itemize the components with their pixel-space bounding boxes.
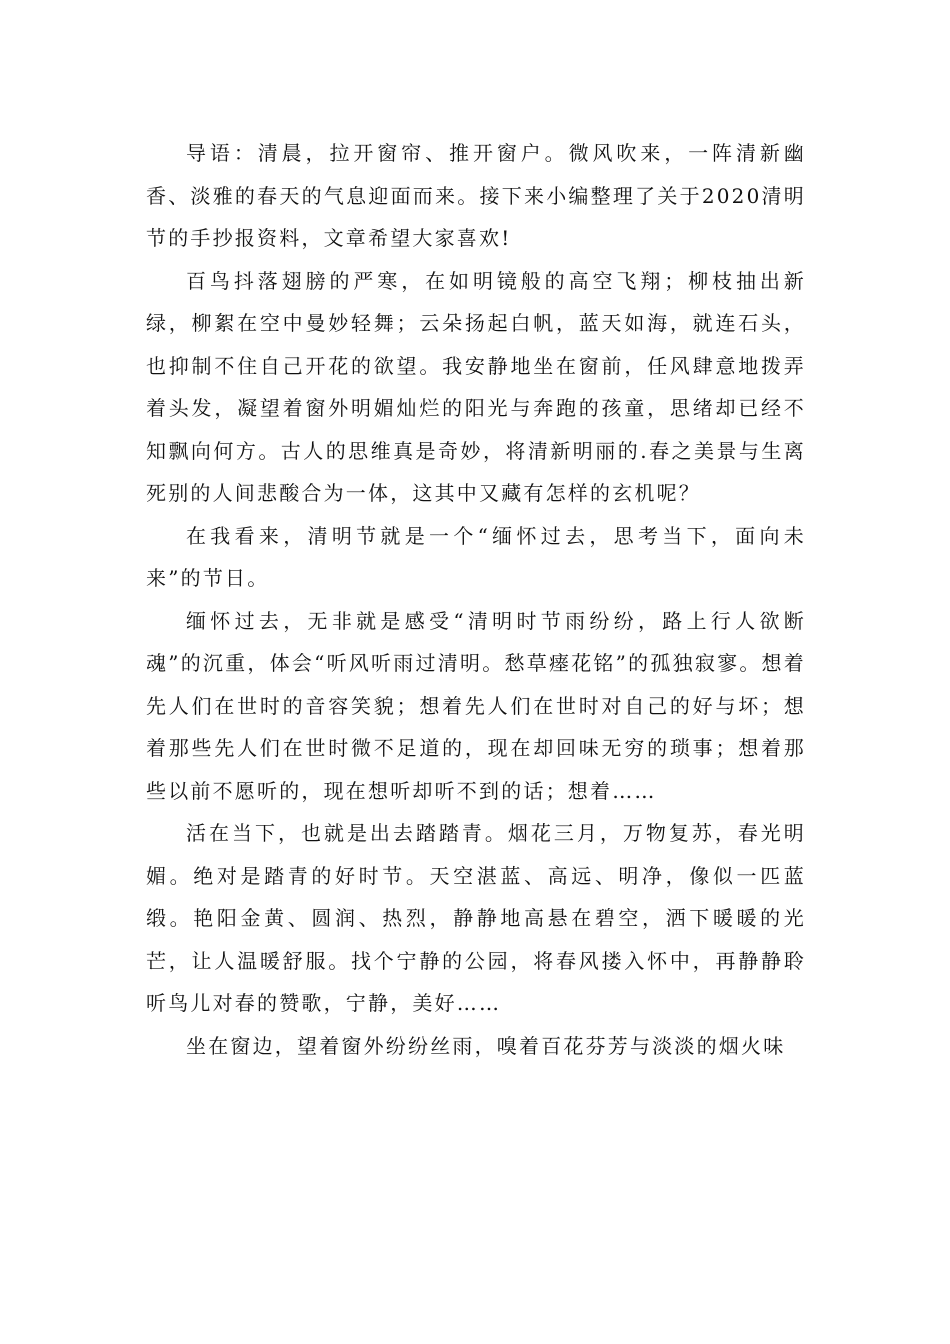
paragraph-living-present: 活在当下，也就是出去踏踏青。烟花三月，万物复苏，春光明媚。绝对是踏青的好时节。天空湛蓝、高远、明净，像似一匹蓝缎。艳阳金黄、圆润、热烈，静静地高悬在碧空，洒下暖暖的光芒，让人温暖舒服。找个宁静的公园，将春风搂入怀中，再静静聆听鸟儿对春的赞歌，宁静，美好…… [146,821,806,1015]
paragraph-by-window: 坐在窗边，望着窗外纷纷丝雨，嗅着百花芬芳与淡淡的烟火味 [186,1033,786,1058]
article-body [146,132,806,1067]
paragraph-intro: 导语：清晨，拉开窗帘、推开窗户。微风吹来，一阵清新幽香、淡雅的春天的气息迎面而来。接下来小编整理了关于2020清明节的手抄报资料，文章希望大家喜欢! [146,141,806,250]
paragraph-spring-scenery: 百鸟抖落翅膀的严寒，在如明镜般的高空飞翔；柳枝抽出新绿，柳絮在空中曼妙轻舞；云朵扬起白帆，蓝天如海，就连石头，也抑制不住自己开花的欲望。我安静地坐在窗前，任风肆意地拨弄着头发，凝望着窗外明媚灿烂的阳光与奔跑的孩童，思绪却已经不知飘向何方。古人的思维真是奇妙，将清新明丽的.春之美景与生离死别的人间悲酸合为一体，这其中又藏有怎样的玄机呢？ [146,268,806,505]
paragraph-remembering-past: 缅怀过去，无非就是感受“清明时节雨纷纷，路上行人欲断魂”的沉重，体会“听风听雨过清明。愁草瘗花铭”的孤独寂寥。想着先人们在世时的音容笑貌；想着先人们在世时对自己的好与坏；想着那些先人们在世时微不足道的，现在却回味无穷的琐事；想着那些以前不愿听的，现在想听却听不到的话；想着…… [146,608,806,803]
paragraph-festival-meaning: 在我看来，清明节就是一个“缅怀过去，思考当下，面向未来”的节日。 [146,523,806,590]
